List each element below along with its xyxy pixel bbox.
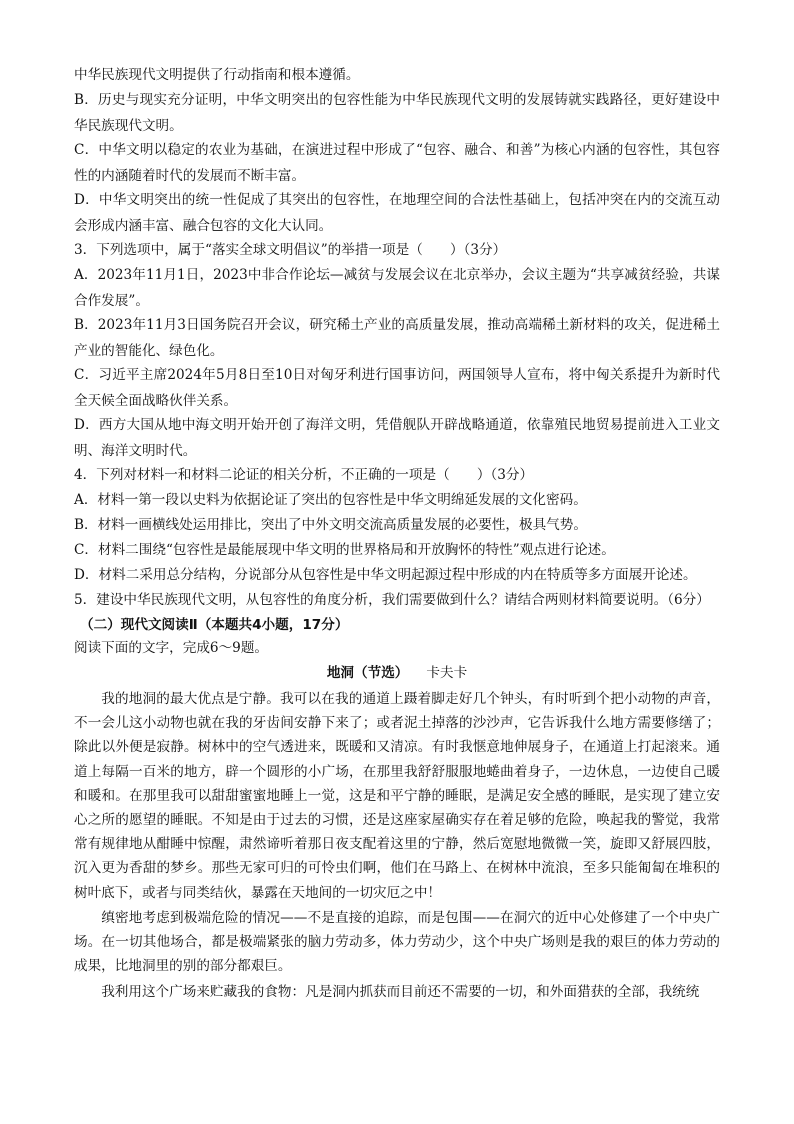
- option-d: D．中华文明突出的统一性促成了其突出的包容性，在地理空间的合法性基础上，包括冲突在内的交流互动会形成内涵丰富、融合包容的文化大认同。: [74, 192, 720, 234]
- question-3-option-a: A．2023年11月1日，2023中非合作论坛—减贫与发展会议在北京举办，会议主题为“共享减贫经验，共谋合作发展”。: [74, 267, 720, 309]
- question-4-option-d: D．材料二采用总分结构，分说部分从包容性是中华文明起源过程中形成的内在特质等多方面展开论述。: [74, 567, 697, 583]
- continued-line: 中华民族现代文明提供了行动指南和根本遵循。: [74, 67, 360, 83]
- question-4-option-b: B．材料一画横线处运用排比，突出了中外文明交流高质量发展的必要性，极具气势。: [74, 517, 587, 533]
- question-5: 5．建设中华民族现代文明，从包容性的角度分析，我们需要做到什么？请结合两则材料简要说明。（6分）: [74, 592, 710, 608]
- story-paragraph-2: 缜密地考虑到极端危险的情况——不是直接的追踪，而是包围——在洞穴的近中心处修建了一个中央广场。在一切其他场合，都是极端紧张的脑力劳动多，体力劳动少，这个中央广场则是我的艰巨的体力劳动的成果，比地洞里的别的部分都艰巨。: [74, 910, 720, 975]
- story-paragraph-3: 我利用这个广场来贮藏我的食物：凡是洞内抓获而目前还不需要的一切，和外面猎获的全部，我统统: [101, 984, 700, 1000]
- question-4-option-c: C．材料二围绕“包容性是最能展现中华文明的世界格局和开放胸怀的特性”观点进行论述。: [74, 542, 615, 558]
- question-4-option-a: A．材料一第一段以史料为依据论证了突出的包容性是中华文明绵延发展的文化密码。: [74, 492, 587, 508]
- reading-instruction: 阅读下面的文字，完成6～9题。: [74, 640, 269, 656]
- story-paragraph-1: 我的地洞的最大优点是宁静。我可以在我的通道上蹑着脚走好几个钟头，有时听到个把小动物的声音，不一会儿这小动物也就在我的牙齿间安静下来了；或者泥土掉落的沙沙声，它告诉我什么地方需要修缮了；除此以外便是寂静。树林中的空气透进来，既暖和又清凉。有时我惬意地伸展身子，在通道上打起滚来。通道上每隔一百米的地方，辟一个圆形的小广场，在那里我舒舒服服地蜷曲着身子，一边休息，一边使自己暖和暖和。在那里我可以甜甜蜜蜜地睡上一觉，这是和平宁静的睡眠，是满足安全感的睡眠，是实现了建立安心之所的愿望的睡眠。不知是由于过去的习惯，还是这座家屋确实存在着足够的危险，唤起我的警觉，我常常有规律地从酣睡中惊醒，肃然谛听着那日夜支配着这里的宁静，然后宽慰地微微一笑，旋即又舒展四肢，沉入更为香甜的梦乡。那些无家可归的可怜虫们啊，他们在马路上、在树林中流浪，至多只能匍匐在堆积的树叶底下，或者与同类结伙，暴露在天地间的一切灾厄之中！: [74, 691, 720, 901]
- question-3-option-d: D．西方大国从地中海文明开始开创了海洋文明，凭借舰队开辟战略通道，依靠殖民地贸易提前进入工业文明、海洋文明时代。: [74, 417, 720, 459]
- story-title: 地洞（节选）: [326, 665, 409, 681]
- question-4: 4．下列对材料一和材料二论证的相关分析，不正确的一项是（ ）（3分）: [74, 467, 534, 483]
- story-author: 卡夫卡: [426, 665, 468, 681]
- question-3: 3．下列选项中，属于“落实全球文明倡议”的举措一项是（ ）（3分）: [74, 242, 507, 258]
- question-3-option-b: B．2023年11月3日国务院召开会议，研究稀土产业的高质量发展，推动高端稀土新材料的攻关，促进稀土产业的智能化、绿色化。: [74, 317, 720, 359]
- section-heading: （二）现代文阅读Ⅱ（本题共4小题，17分）: [80, 617, 349, 633]
- option-b: B．历史与现实充分证明，中华文明突出的包容性能为中华民族现代文明的发展铸就实践路径，更好建设中华民族现代文明。: [74, 92, 720, 134]
- question-3-option-c: C．习近平主席2024年5月8日至10日对匈牙利进行国事访问，两国领导人宣布，将中匈关系提升为新时代全天候全面战略伙伴关系。: [74, 367, 720, 409]
- story-title-line: [74, 662, 720, 684]
- option-c: C．中华文明以稳定的农业为基础，在演进过程中形成了“包容、融合、和善”为核心内涵的包容性，其包容性的内涵随着时代的发展而不断丰富。: [74, 142, 720, 184]
